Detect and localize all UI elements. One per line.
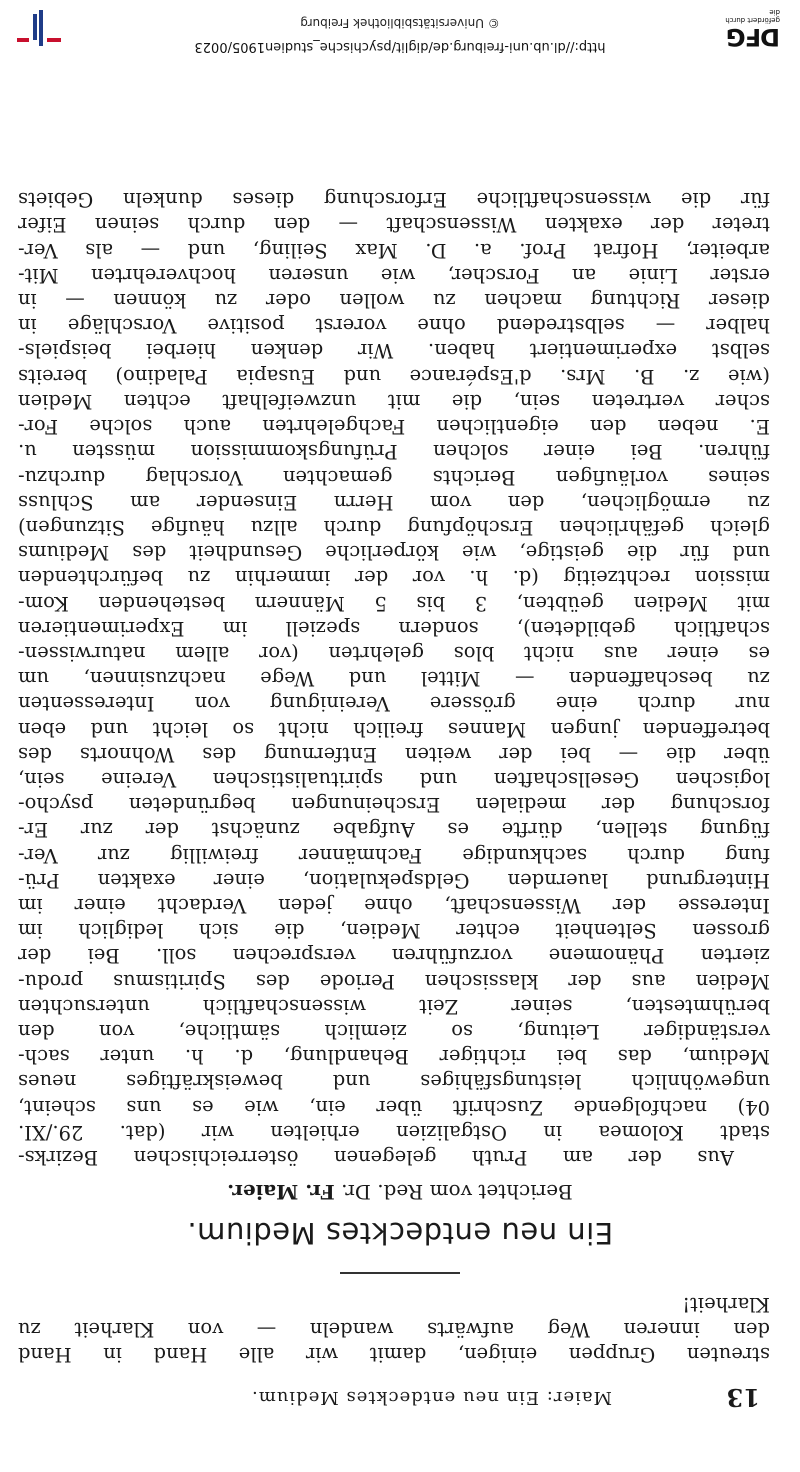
digitization-footer: [0, 0, 800, 60]
text-line: zierten Phänomene vorzuführen versprechen soll. Bei der: [18, 944, 770, 968]
text-line: den inneren Weg aufwärts wandeln — von Klarheit zu: [18, 1317, 770, 1341]
dfg-logo-subtext: gefördert durch die: [725, 8, 780, 24]
text-line: E. neben den eigentlichen Fachgelehrten auch solche For-: [18, 415, 770, 439]
text-line: schaftlich gebildeten), sondern speziell im Experimentieren: [18, 616, 770, 640]
copyright-notice: © Universitätsbibliothek Freiburg: [300, 16, 500, 30]
text-line: dieser Richtung machen zu wollen oder zu können — in: [18, 289, 770, 313]
university-library-logo-icon: [13, 8, 65, 48]
byline-prefix: Berichtet vom Red. Dr.: [341, 1180, 573, 1204]
text-line: mit Medien geübten, 3 bis 5 Männern bestehenden Kom-: [18, 591, 770, 615]
text-line: treter der exakten Wissenschaft — den durch seinen Eifer: [18, 213, 770, 237]
text-line: nur durch eine grössere Vereinigung von Interessenten: [18, 692, 770, 716]
text-line: Medien aus der klassischen Periode des Spiritismus produ-: [18, 969, 770, 993]
text-line: (wie z. B. Mrs. d'Espérance und Eusapia Paladino) bereits: [18, 364, 770, 388]
text-line: fügung stellen, dürfte es Aufgabe zunächst der zur Er-: [18, 818, 770, 842]
text-line: gleich gefährlichen Erschöpfung durch allzu häufige Sitzungen): [18, 515, 770, 539]
text-line: halber — selbstredend ohne vorerst positive Vorschläge in: [18, 314, 770, 338]
article-title: Ein neu entdecktes Medium.: [186, 1216, 614, 1250]
byline-author: Fr. Maier.: [227, 1180, 335, 1204]
text-line: über die — bei der weiten Entfernung des Wohnorts des: [18, 742, 770, 766]
section-separator: [340, 1272, 460, 1274]
text-line: mission rechtzeitig (d. h. vor der immerhin zu befürchtenden: [18, 566, 770, 590]
text-line: führen. Bei einer solchen Prüfungskommission müssten u.: [18, 440, 770, 464]
source-url[interactable]: http://dl.ub.uni-freiburg.de/diglit/psychische_studien1905/0023: [194, 39, 606, 54]
text-line: selbst experimentiert haben. Wir denken hierbei beispiels-: [18, 339, 770, 363]
text-line: erster Linie an Forscher, wie unseren hochverehrten Mit-: [18, 263, 770, 287]
text-line: fung durch sachkundige Fachmänner freiwillig zur Ver-: [18, 843, 770, 867]
article-body: [18, 187, 770, 1170]
page-number: 13: [726, 1383, 760, 1412]
running-title: Maier: Ein neu entdecktes Medium.: [251, 1387, 612, 1408]
previous-paragraph: [18, 1291, 770, 1367]
text-line: berühmtesten, seiner Zeit wissenschaftlich untersuchten: [18, 994, 770, 1018]
text-line: Hintergrund lauernden Geldspekulation, einer exakten Prü-: [18, 868, 770, 892]
text-line: Interesse der Wissenschaft, ohne jeden Verdacht einer im: [18, 893, 770, 917]
text-line: für die wissenschaftliche Erforschung dieses dunkeln Gebiets: [18, 188, 770, 212]
text-line: stadt Kolomea in Ostgalizien erhielten wir (dat. 29./XI.: [18, 1120, 770, 1144]
text-line: scher vertreten sein, die mit unzweifelhaft echten Medien: [18, 389, 770, 413]
dfg-logo-mark: DFG: [726, 23, 780, 51]
text-line: seines vorläufigen Berichts gemachten Vorschlag durchzu-: [18, 465, 770, 489]
text-line: zu ermöglichen, den vom Herrn Einsender am Schluss: [18, 490, 770, 514]
text-line: forschung der medialen Erscheinungen begründeten psycho-: [18, 793, 770, 817]
text-line: Aus der am Pruth gelegenen österreichischen Bezirks-: [18, 1146, 734, 1169]
text-line: betreffenden jungen Mannes freilich nicht so leicht und eben: [18, 717, 770, 741]
text-line: und für die geistige, wie körperliche Gesundheit des Mediums: [18, 541, 770, 565]
text-line: zu beschaffenden — Mittel und Wege nachzusinnen, um: [18, 667, 770, 691]
text-line: ungewöhnlich leistungsfähiges und beweiskräftiges neues: [18, 1070, 770, 1094]
text-line: streuten Gruppen einigen, damit wir alle Hand in Hand: [18, 1343, 770, 1366]
text-line: 04) nachfolgende Zuschrift über ein, wie es uns scheint,: [18, 1095, 770, 1119]
text-line: Medium, das bei richtiger Behandlung, d. h. unter sach-: [18, 1045, 770, 1069]
text-line: es einer aus nicht blos gelehrten (vor allem naturwissen-: [18, 641, 770, 665]
byline: [0, 1180, 800, 1204]
text-line: grossen Seltenheit echter Medien, die sich lediglich im: [18, 919, 770, 943]
text-line: verständiger Leitung, so ziemlich sämtliche, von den: [18, 1019, 770, 1043]
running-header: [30, 1382, 760, 1412]
text-line: logischen Gesellschaften und spiritualistischen Vereine sein,: [18, 767, 770, 791]
dfg-logo: [720, 6, 780, 50]
text-line: arbeiter, Hofrat Prof. a. D. Max Seiling, und — als Ver-: [18, 238, 770, 262]
text-line: Klarheit!: [682, 1292, 770, 1316]
